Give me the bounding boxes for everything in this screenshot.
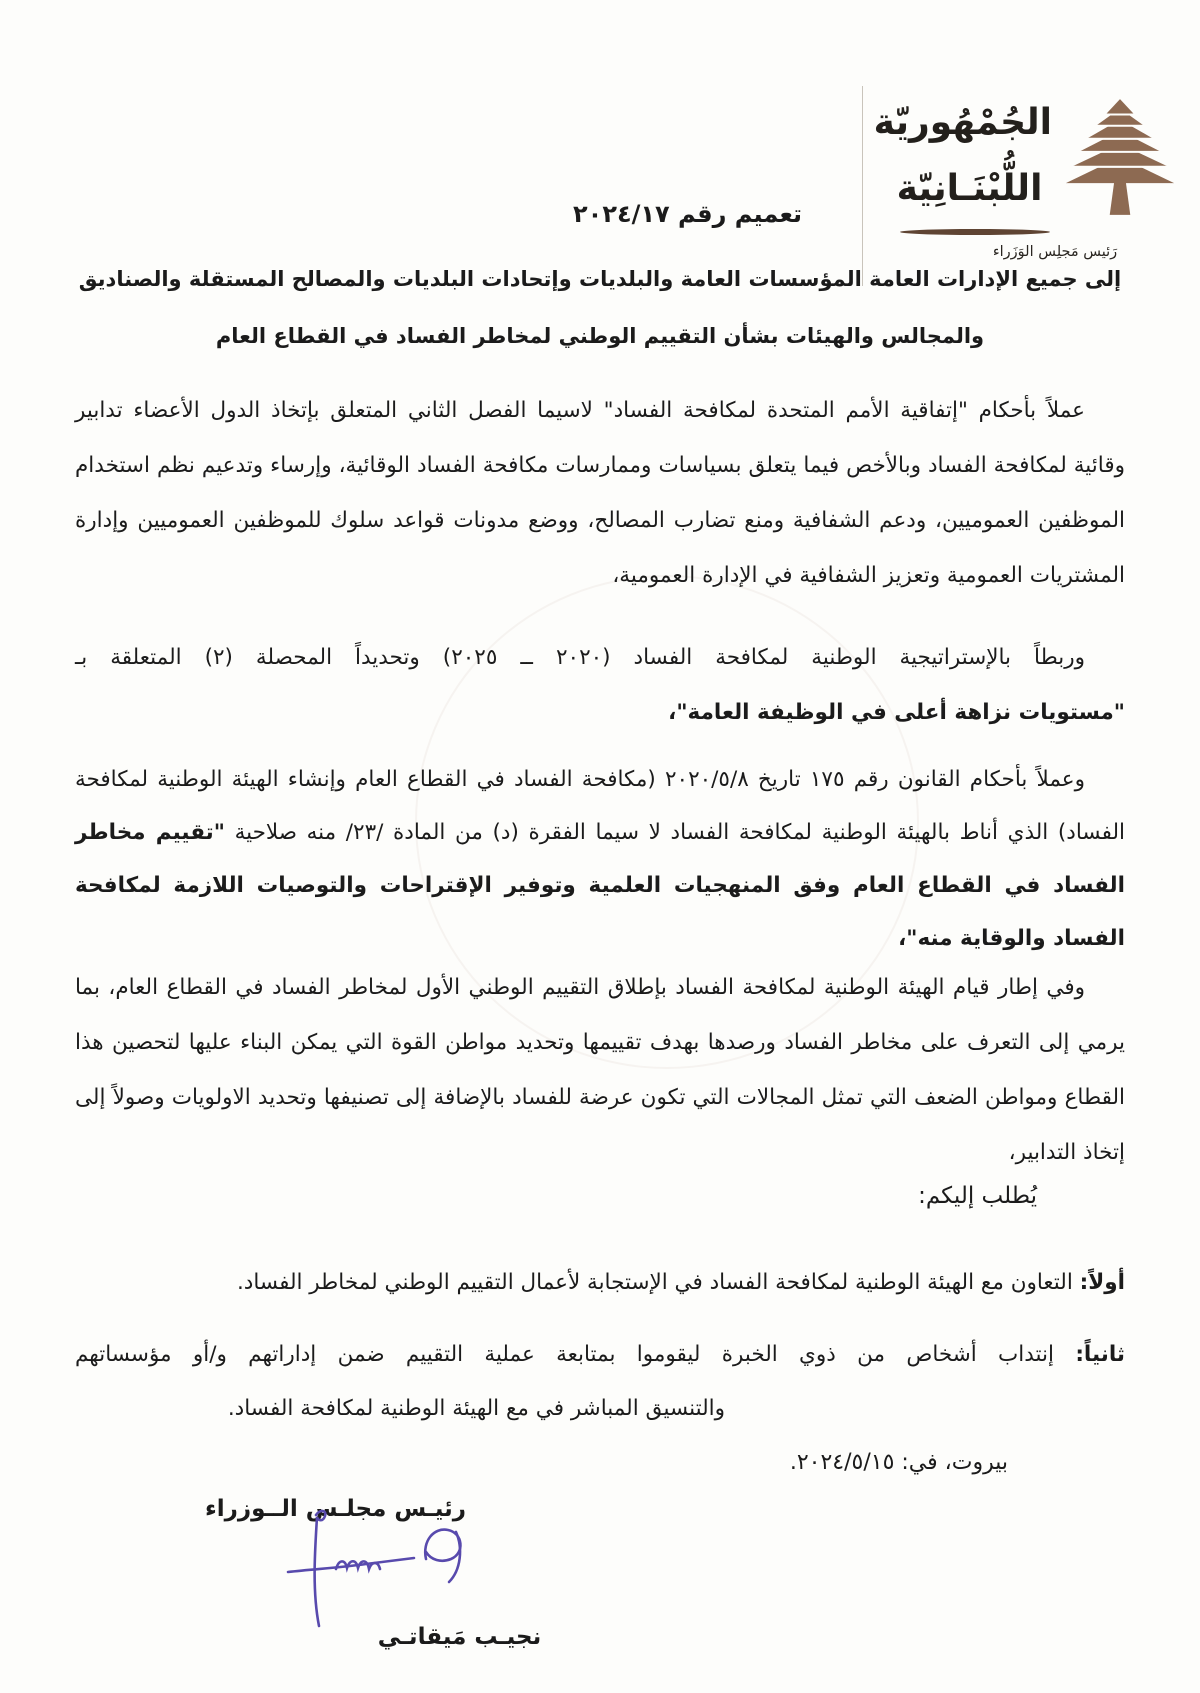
emblem-calligraphy	[873, 90, 1052, 222]
paragraph-assessment-launch: وفي إطار قيام الهيئة الوطنية لمكافحة الفساد بإطلاق التقييم الوطني الأول لمخاطر الفساد في القطاع العام، بما يرمي إلى التعرف على مخاطر الفساد ورصدها بهدف تقييمها وتحديد مواطن القوة التي يمكن البناء عليها لتحصين هذا القطاع ومواطن الضعف التي تمثل المجالات التي تكون عرضة للفساد بالإضافة إلى تصنيفها وتحديد الاولويات وصولاً إلى إتخاذ التدابير،	[75, 975, 1125, 1165]
request-item-first	[75, 1256, 1125, 1310]
paragraph-law-regular: وعملاً بأحكام القانون رقم ١٧٥ تاريخ ٢٠٢٠/٥/٨ (مكافحة الفساد في القطاع العام وإنشاء الهيئة الوطنية لمكافحة الفساد) الذي أناط بالهيئة الوطنية لمكافحة الفساد لا سيما الفقرة (د) من المادة /٢٣/ منه صلاحية	[75, 767, 1125, 845]
emblem-divider	[900, 229, 1050, 235]
addressee-line-2: والمجالس والهيئات بشأن التقييم الوطني لمخاطر الفساد في القطاع العام	[215, 324, 985, 348]
request-heading: يُطلب إليكم:	[918, 1183, 1037, 1209]
addressee-line-1: إلى جميع الإدارات العامة المؤسسات العامة والبلديات وإتحادات البلديات والمصالح المستقلة والصناديق	[78, 267, 1122, 291]
place-date-line: بيروت، في: ٢٠٢٤/٥/١٥.	[789, 1450, 1008, 1475]
circular-number-title: تعميم رقم ٢٠٢٤/١٧	[573, 200, 802, 228]
pm-office-script: رَئيس مَجلِس الوَزَراء	[992, 244, 1118, 260]
paragraph-strategy-line2-bold: "مستويات نزاهة أعلى في الوظيفة العامة"،	[668, 700, 1125, 725]
signer-name: نجيـب مَيقاتـي	[377, 1624, 542, 1650]
paragraph-law-175	[75, 753, 1125, 965]
paragraph-law-bold-quote: "تقييم مخاطر الفساد في القطاع العام وفق المنهجيات العلمية وتوفير الإقتراحات والتوصيات اللازمة لمكافحة الفساد والوقاية منه"،	[75, 820, 1125, 951]
paragraph-strategy	[75, 630, 1125, 740]
cedar-tree-icon	[1064, 93, 1176, 221]
paragraph-uncac: عملاً بأحكام "إتفاقية الأمم المتحدة لمكافحة الفساد" لاسيما الفصل الثاني المتعلق بإتخاذ الدول الأعضاء تدابير وقائية لمكافحة الفساد وبالأخص فيما يتعلق بسياسات وممارسات مكافحة الفساد الوقائية، وإرساء وتدعيم نظم استخدام الموظفين العموميين، ودعم الشفافية ومنع تضارب المصالح، ووضع مدونات قواعد سلوك للموظفين العموميين وإدارة المشتريات العمومية وتعزيز الشفافية في الإدارة العمومية،	[75, 398, 1125, 588]
item-second-line2: والتنسيق المباشر في مع الهيئة الوطنية لمكافحة الفساد.	[227, 1396, 725, 1421]
paragraph-strategy-line1: وربطاً بالإستراتيجية الوطنية لمكافحة الفساد (٢٠٢٠ ــ ٢٠٢٥) وتحديداً المحصلة (٢) المتعلقة بـ	[75, 645, 1085, 670]
item-first-text: التعاون مع الهيئة الوطنية لمكافحة الفساد في الإستجابة لأعمال التقييم الوطني لمخاطر الفساد.	[236, 1270, 1073, 1295]
request-item-second	[75, 1328, 1125, 1436]
item-second-label: ثانياً:	[1075, 1342, 1125, 1367]
item-second-text: إنتداب أشخاص من ذوي الخبرة ليقوموا بمتابعة عملية التقييم ضمن إداراتهم و/أو مؤسساتهم	[75, 1342, 1054, 1367]
addressee-block	[75, 251, 1125, 365]
emblem-republic-line2: اللُّبْنَـانِيّة	[896, 168, 1043, 209]
signature-scribble	[278, 1505, 493, 1630]
signer-title: رئيـس مجلـس الــوزراء	[204, 1496, 467, 1522]
emblem-republic-line1: الجُمْهُوريّة	[873, 102, 1052, 143]
item-second-line1	[75, 1328, 1125, 1382]
item-first-label: أولاً:	[1079, 1270, 1125, 1295]
